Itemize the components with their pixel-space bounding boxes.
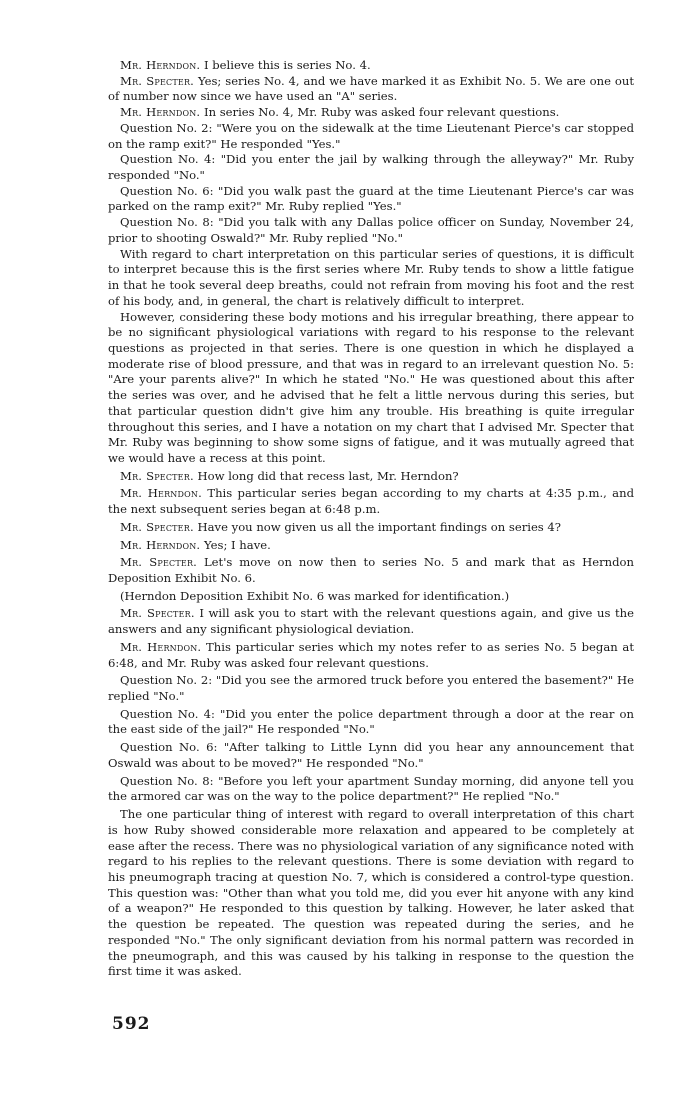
speaker-name: Mr. Specter. bbox=[120, 519, 194, 534]
speaker-name: Mr. Specter. bbox=[120, 468, 194, 483]
paragraph bbox=[108, 673, 634, 704]
paragraph-text: Have you now given us all the important findings on series 4? bbox=[193, 519, 562, 534]
paragraph-text: I will ask you to start with the relevant questions again, and give us the answers and any significant physiological deviation. bbox=[108, 606, 634, 637]
paragraph bbox=[108, 774, 634, 805]
paragraph bbox=[108, 589, 634, 605]
paragraph-text: Question No. 4: "Did you enter the jail by walking through the alleyway?" Mr. Ruby responded "No." bbox=[108, 152, 634, 183]
paragraph-text: The one particular thing of interest with regard to overall interpretation of this chart is how Ruby showed considerable more relaxation and appeared to be completely at ease after the recess. There was no physiological variation of any significance noted with regard to his replies to the relevant questions. There is some deviation with regard to his pneumograph tracing at question No. 7, which is considered a control-type question. This question was: "Other than what you told me, did you ever hit anyone with any kind of a weapon?" He responded to this question by talking. However, he later asked that the question be repeated. The question was repeated during the series, and he responded "No." The only significant deviation from his normal pattern was recorded in the pneumograph, and this was caused by his talking in response to the question the first time it was asked. bbox=[108, 807, 634, 979]
speaker-name: Mr. Herndon. bbox=[120, 639, 202, 654]
paragraph-text: How long did that recess last, Mr. Herndon? bbox=[193, 468, 459, 483]
paragraph bbox=[108, 247, 634, 310]
speaker-name: Mr. Specter. bbox=[120, 555, 198, 570]
paragraph bbox=[108, 740, 634, 771]
paragraph-text: Yes; I have. bbox=[200, 537, 271, 552]
paragraph bbox=[108, 469, 634, 485]
speaker-name: Mr. Herndon. bbox=[120, 105, 201, 120]
speaker-name: Mr. Specter. bbox=[120, 73, 195, 88]
paragraph-text: This particular series which my notes refer to as series No. 5 began at 6:48, and Mr. Ruby was asked four relevant questions. bbox=[108, 639, 634, 670]
paragraph-text: I believe this is series No. 4. bbox=[200, 58, 371, 72]
paragraph bbox=[108, 486, 634, 517]
paragraph bbox=[108, 215, 634, 246]
paragraph bbox=[108, 74, 634, 105]
paragraph bbox=[108, 310, 634, 467]
paragraph bbox=[108, 807, 634, 980]
speaker-name: Mr. Specter. bbox=[120, 606, 195, 621]
paragraph-text: This particular series began according to my charts at 4:35 p.m., and the next subsequent series began at 6:48 p.m. bbox=[108, 486, 634, 517]
paragraph-text: Question No. 6: "Did you walk past the guard at the time Lieutenant Pierce's car was parked on the ramp exit?" Mr. Ruby replied "Yes." bbox=[108, 183, 634, 214]
paragraph bbox=[108, 555, 634, 586]
speaker-name: Mr. Herndon. bbox=[120, 537, 201, 552]
paragraph-text: Question No. 2: "Did you see the armored truck before you entered the basement?" He replied "No." bbox=[108, 673, 634, 704]
paragraph-text: With regard to chart interpretation on this particular series of questions, it is difficult to interpret because this is the first series where Mr. Ruby tends to show a little fatigue in that he took several deep breaths, could not refrain from moving his foot and the rest of his body, and, in general, the chart is relatively difficult to interpret. bbox=[108, 246, 634, 308]
paragraph bbox=[108, 121, 634, 152]
paragraph bbox=[108, 184, 634, 215]
paragraph-text: Question No. 8: "Did you talk with any Dallas police officer on Sunday, November 24, prior to shooting Oswald?" Mr. Ruby replied "No." bbox=[108, 215, 634, 245]
paragraph-text: In series No. 4, Mr. Ruby was asked four relevant questions. bbox=[200, 105, 560, 120]
paragraph-text: Question No. 6: "After talking to Little Lynn did you hear any announcement that Oswald was about to be moved?" He responded "No." bbox=[108, 740, 634, 770]
page-number: 592 bbox=[112, 1014, 151, 1034]
paragraph-text: Question No. 2: "Were you on the sidewalk at the time Lieutenant Pierce's car stopped on the ramp exit?" He responded "Yes." bbox=[108, 120, 634, 151]
paragraph-text: Question No. 4: "Did you enter the police department through a door at the rear on the east side of the jail?" He responded "No." bbox=[108, 706, 634, 737]
speaker-name: Mr. Herndon. bbox=[120, 58, 201, 72]
paragraph bbox=[108, 606, 634, 637]
paragraph-text: (Herndon Deposition Exhibit No. 6 was marked for identification.) bbox=[120, 588, 510, 603]
paragraph bbox=[108, 707, 634, 738]
speaker-name: Mr. Herndon. bbox=[120, 486, 202, 501]
paragraph bbox=[108, 58, 634, 74]
paragraph bbox=[108, 640, 634, 671]
paragraph bbox=[108, 538, 634, 554]
paragraph bbox=[108, 152, 634, 183]
paragraph-text: Yes; series No. 4, and we have marked it as Exhibit No. 5. We are one out of number now since we have used an "A" series. bbox=[108, 73, 634, 104]
paragraph-text: Question No. 8: "Before you left your apartment Sunday morning, did anyone tell you the armored car was on the way to the police department?" He replied "No." bbox=[108, 773, 634, 804]
paragraph bbox=[108, 520, 634, 536]
paragraph-text: However, considering these body motions and his irregular breathing, there appear to be no significant physiological variations with regard to his response to the relevant questions as projected in that series. There is one question in which he displayed a moderate rise of blood pressure, and that was in regard to an irrelevant question No. 5: "Are your parents alive?" In which he stated "No." He was questioned about this after the series was over, and he advised that he felt a little nervous during this series, but that particular question didn't give him any trouble. His breathing is quite irregular throughout this series, and I have a notation on my chart that I advised Mr. Specter that Mr. Ruby was beginning to show some signs of fatigue, and it was mutually agreed that we would have a recess at this point. bbox=[108, 309, 634, 465]
document-body bbox=[108, 58, 634, 980]
paragraph bbox=[108, 105, 634, 121]
paragraph-text: Let's move on now then to series No. 5 and mark that as Herndon Deposition Exhibit No. 6. bbox=[108, 555, 634, 585]
